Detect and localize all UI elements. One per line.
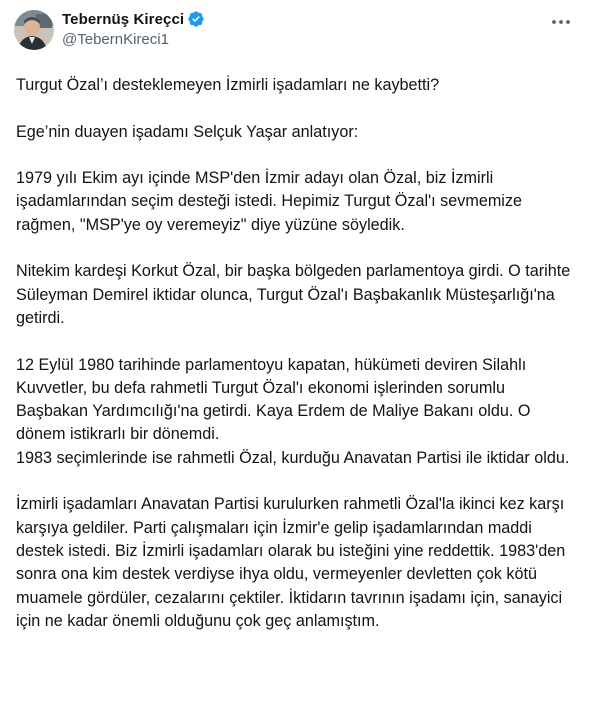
- author-avatar[interactable]: [14, 10, 54, 50]
- tweet-header: [16, 0, 586, 64]
- author-handle[interactable]: @TebernKireci1: [62, 31, 169, 48]
- author-names: [62, 9, 205, 48]
- verified-badge-icon[interactable]: [187, 10, 205, 28]
- tweet-paragraph: Nitekim kardeşi Korkut Özal, bir başka bölgeden parlamentoya girdi. O tarihte Süleyman Demirel iktidar olunca, Turgut Özal'ı Başbakanlık Müsteşarlığı'na getirdi.: [16, 262, 575, 327]
- tweet-text: [16, 74, 586, 633]
- name-row: [62, 9, 205, 29]
- more-options-icon[interactable]: [550, 12, 572, 32]
- author-display-name[interactable]: Tebernüş Kireçci: [62, 10, 185, 28]
- tweet-paragraph: 12 Eylül 1980 tarihinde parlamentoyu kapatan, hükümeti deviren Silahlı Kuvvetler, bu defa rahmetli Turgut Özal'ı ekonomi işlerinden sorumlu Başbakan Yardımcılığı'na getirdi. Kaya Erdem de Maliye Bakanı oldu. O dönem istikrarlı bir dönemdi. 1983 seçimlerinde ise rahmetli Özal, kurduğu Anavatan Partisi ile iktidar oldu.: [16, 355, 570, 467]
- tweet-paragraph: 1979 yılı Ekim ayı içinde MSP'den İzmir adayı olan Özal, biz İzmirli işadamlarından seçim desteği istedi. Hepimiz Turgut Özal'ı sevmemize rağmen, "MSP'ye oy veremeyiz" diye yüzüne söyledik.: [16, 169, 527, 234]
- tweet-paragraph: Ege’nin duayen işadamı Selçuk Yaşar anlatıyor:: [16, 122, 359, 141]
- tweet-paragraph: İzmirli işadamları Anavatan Partisi kurulurken rahmetli Özal'la ikinci kez karşı karşıya geldiler. Parti çalışmaları için İzmir'e gelip işadamlarından maddi destek istedi. Biz İzmirli işadamları olarak bu isteğini yine reddettik. 1983'den sonra ona kim destek verdiyse ihya oldu, vermeyenler devletten çok kötü muamele gördüler, cezalarını çektiler. İktidarın tavrının işadamı için, sanayici için ne kadar önemli olduğunu çok geç anlamıştım.: [16, 495, 570, 630]
- tweet-paragraph: Turgut Özal’ı desteklemeyen İzmirli işadamları ne kaybetti?: [16, 76, 440, 94]
